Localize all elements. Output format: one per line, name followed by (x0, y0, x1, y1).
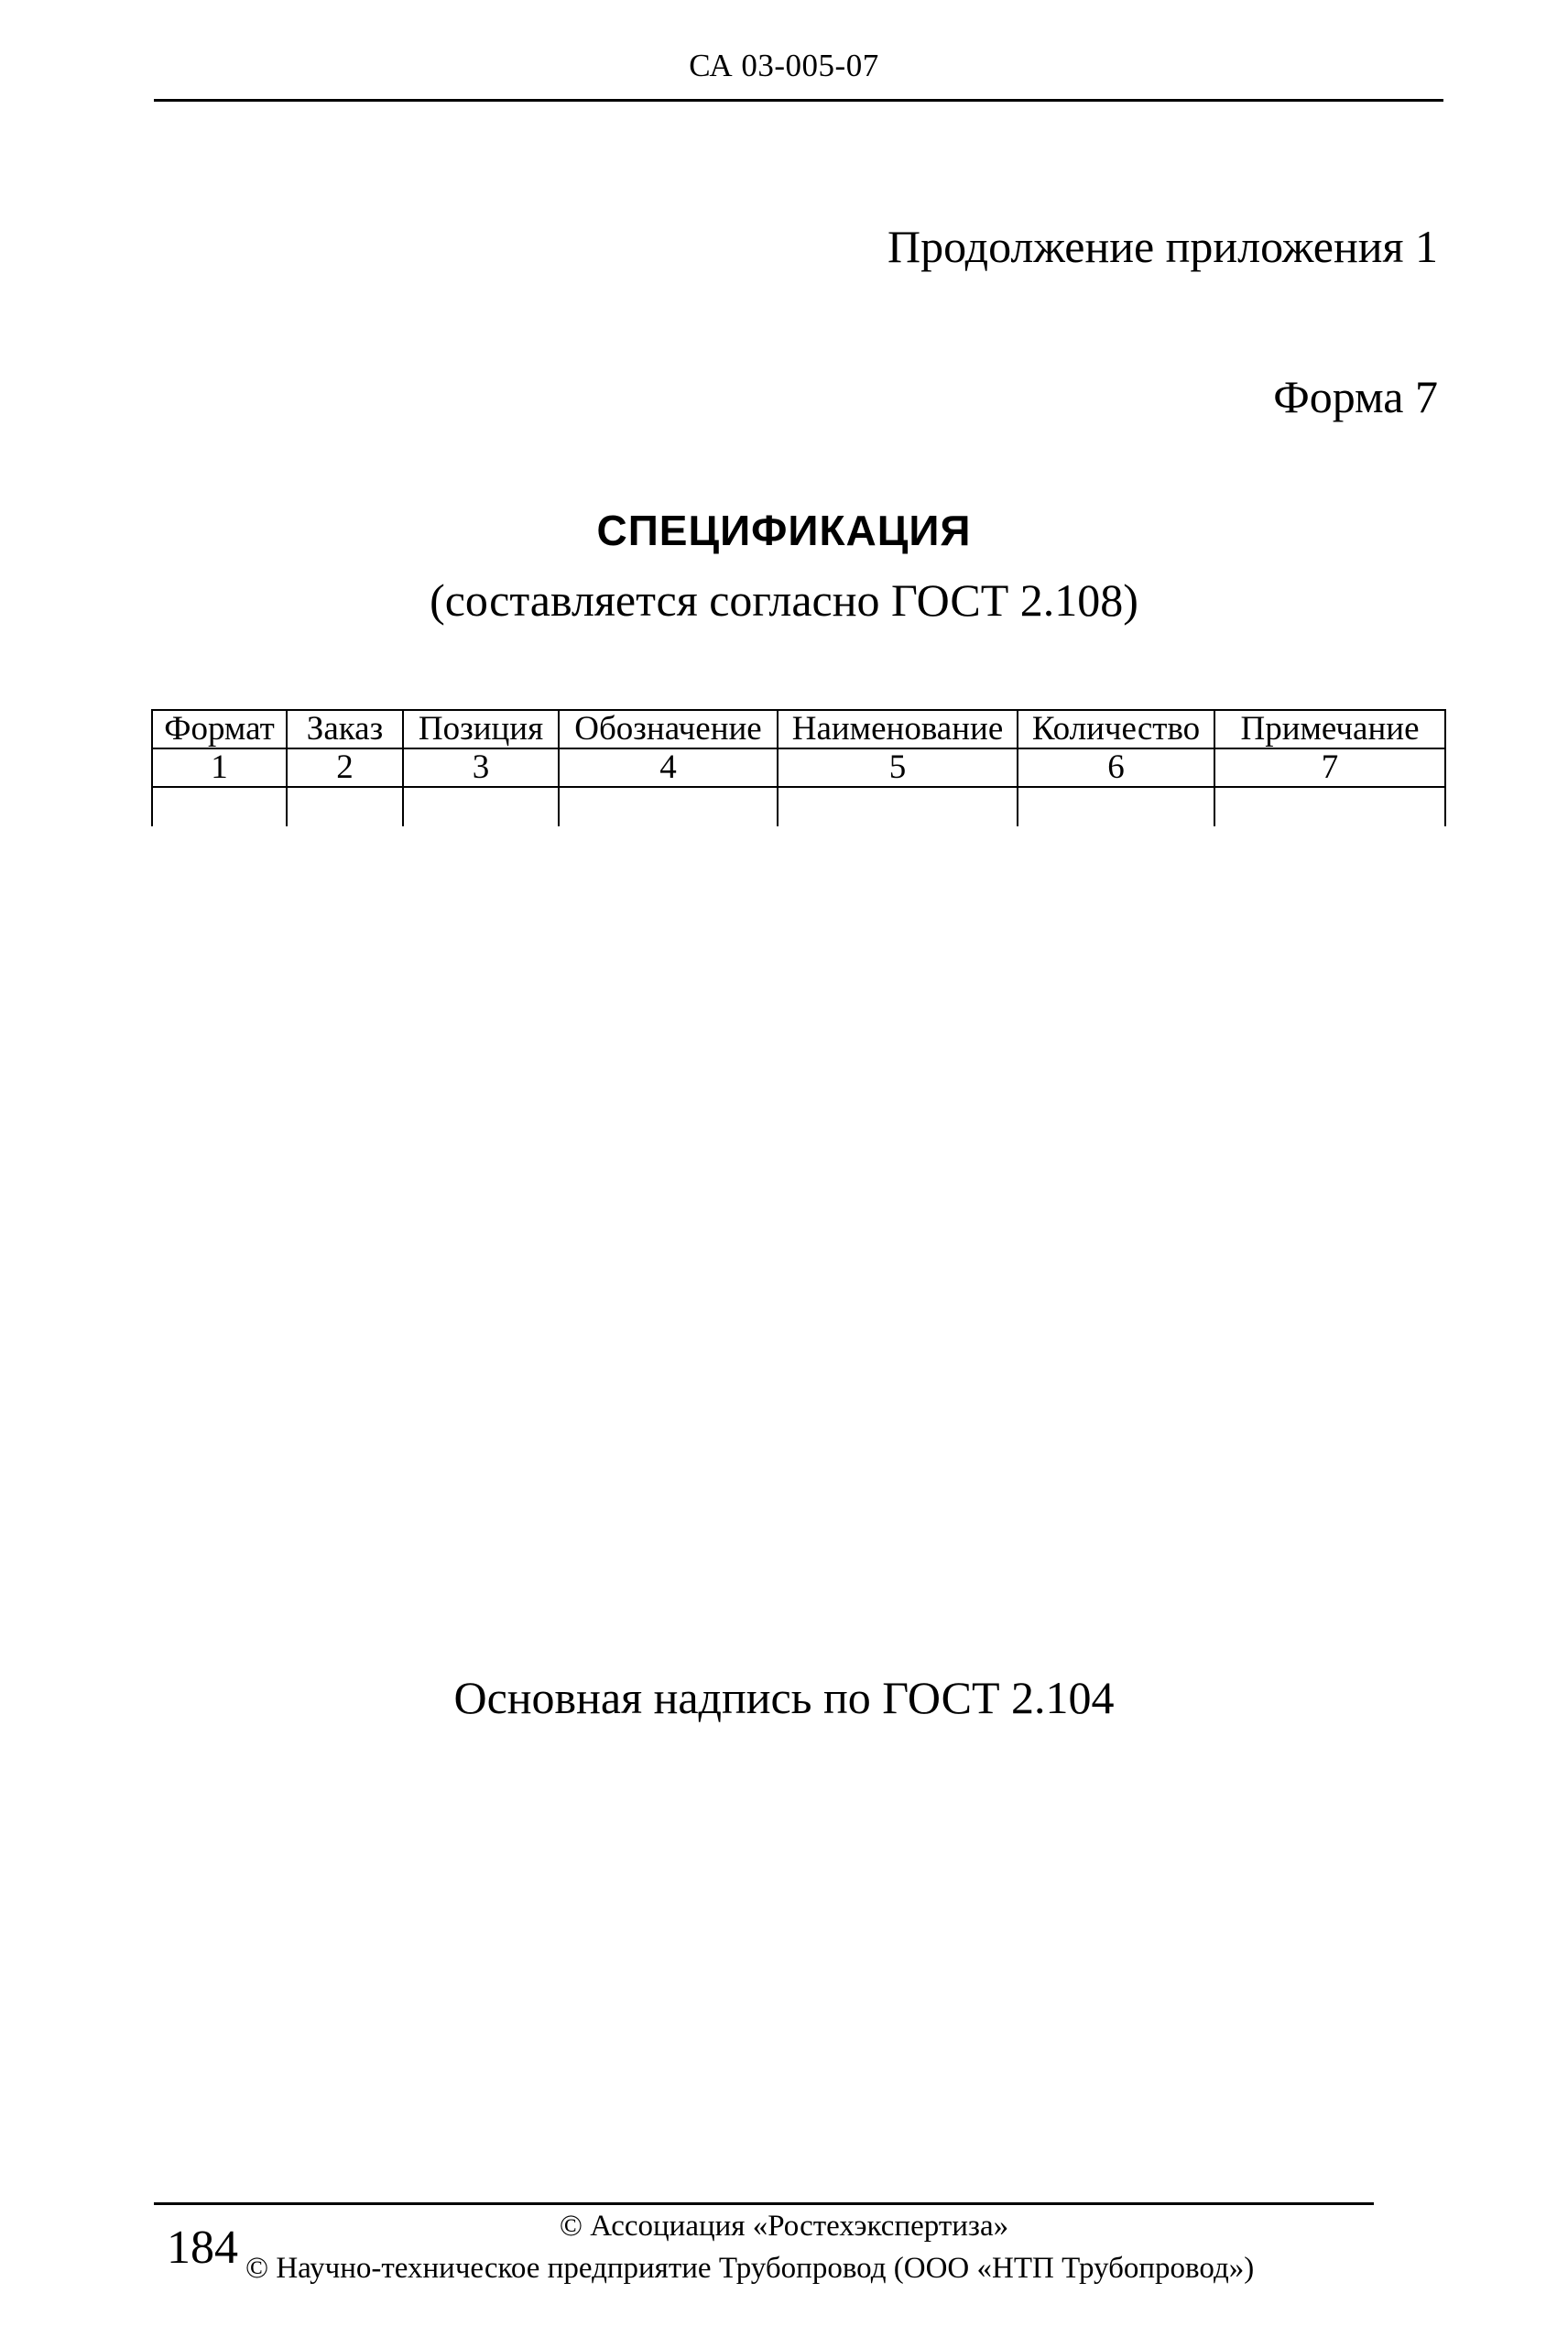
column-number: 2 (287, 748, 403, 787)
main-inscription-note: Основная надпись по ГОСТ 2.104 (453, 1672, 1115, 1723)
empty-cell (403, 787, 559, 826)
copyright-company: © Научно-техническое предприятие Трубопровод (ООО «НТП Трубопровод») (245, 2252, 1255, 2285)
column-header-quantity: Количество (1018, 710, 1214, 748)
column-header-name: Наименование (778, 710, 1018, 748)
empty-cell (778, 787, 1018, 826)
column-number: 1 (152, 748, 287, 787)
column-number: 5 (778, 748, 1018, 787)
appendix-continuation: Продолжение приложения 1 (887, 221, 1438, 272)
header-rule (154, 99, 1443, 102)
page-title: СПЕЦИФИКАЦИЯ (596, 507, 972, 554)
column-number: 7 (1214, 748, 1445, 787)
empty-cell (287, 787, 403, 826)
column-header-note: Примечание (1214, 710, 1445, 748)
column-header-designation: Обозначение (559, 710, 778, 748)
table-header-row (152, 710, 1445, 748)
empty-cell (559, 787, 778, 826)
column-header-format: Формат (152, 710, 287, 748)
empty-cell (152, 787, 287, 826)
column-number: 6 (1018, 748, 1214, 787)
table-number-row (152, 748, 1445, 787)
empty-cell (1214, 787, 1445, 826)
form-label: Форма 7 (1273, 371, 1438, 422)
column-number: 3 (403, 748, 559, 787)
column-header-position: Позиция (403, 710, 559, 748)
page-subtitle: (составляется согласно ГОСТ 2.108) (430, 574, 1138, 626)
table-row (152, 787, 1445, 826)
column-number: 4 (559, 748, 778, 787)
empty-cell (1018, 787, 1214, 826)
footer-rule (154, 2202, 1374, 2205)
document-code: СА 03-005-07 (689, 48, 879, 83)
column-header-order: Заказ (287, 710, 403, 748)
specification-table (151, 709, 1446, 826)
page-number: 184 (167, 2222, 238, 2274)
copyright-association: © Ассоциация «Ростехэкспертиза» (559, 2210, 1009, 2243)
